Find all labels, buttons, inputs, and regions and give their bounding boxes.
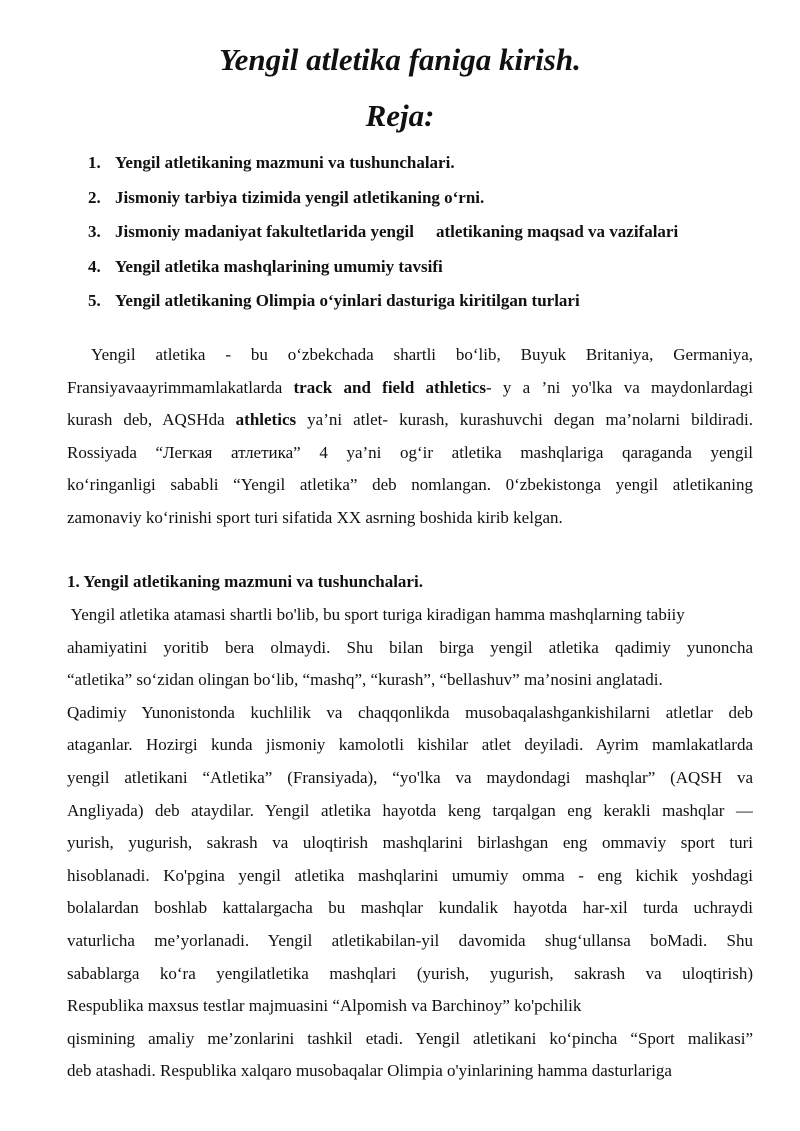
paragraph-line: Respublika maxsus testlar majmuasini “Alpomish va Barchinoy” ko'pchilik (67, 996, 582, 1016)
paragraph-line: Fransiyavaayrimmamlakatlarda track and field athletics- y a ’ni yo'lka va maydonlardagi (67, 377, 753, 397)
paragraph-line: Qadimiy Yunonistonda kuchlilik va chaqqonlikda musobaqalashgankishilarni atletlar deb (67, 702, 753, 722)
plan-item: 2. Jismoniy tarbiya tizimida yengil atletikaning o‘rni. (88, 187, 485, 207)
paragraph-line: ataganlar. Hozirgi kunda jismoniy kamolotli kishilar atlet deyiladi. Ayrim mamlakatlarda (67, 735, 753, 755)
paragraph-line: qismining amaliy me’zonlarini tashkil etadi. Yengil atletikani ko‘pincha “Sport malikasi” (67, 1028, 753, 1048)
plan-item: 4. Yengil atletika mashqlarining umumiy tavsifi (88, 256, 443, 276)
paragraph-line: zamonaviy ko‘rinishi sport turi sifatida XX asrning boshida kirib kelgan. (67, 507, 563, 527)
document-title: Yengil atletika faniga kirish. (219, 42, 581, 77)
section-paragraph (67, 599, 753, 1088)
paragraph-line: Rossiyada “Легкая атлетика” 4 ya’ni og‘ir atletika mashqlariga qaraganda yengil (67, 442, 753, 462)
paragraph-line: yengil atletikani “Atletika” (Fransiyada), “yo'lka va maydondagi mashqlar” (AQSH va (67, 767, 753, 787)
plan-list (88, 146, 768, 319)
paragraph-line: kurash deb, AQSHda athletics ya’ni atlet- kurash, kurashuvchi degan ma’nolarni bildiradi. (67, 410, 753, 430)
paragraph-line: Yengil atletika - bu o‘zbekchada shartli bo‘lib, Buyuk Britaniya, Germaniya, (91, 345, 753, 364)
paragraph-line: “atletika” so‘zidan olingan bo‘lib, “mashq”, “kurash”, “bellashuv” ma’nosini anglatadi. (67, 670, 663, 690)
bold-term: athletics (235, 410, 297, 430)
paragraph-line: ahamiyatini yoritib bera olmaydi. Shu bilan birga yengil atletika qadimiy yunoncha (67, 637, 753, 657)
plan-item: 1. Yengil atletikaning mazmuni va tushunchalari. (88, 153, 455, 172)
paragraph-line: hisoblanadi. Ko'pgina yengil atletika mashqlarini umumiy omma - eng kichik yoshdagi (67, 865, 753, 885)
paragraph-line: yurish, yugurish, sakrash va uloqtirish mashqlarini birlashgan eng ommaviy sport turi (67, 833, 753, 853)
bold-term: track and field athletics (293, 377, 486, 397)
intro-paragraph (67, 339, 753, 535)
paragraph-line: ko‘ringanligi sababli “Yengil atletika” deb nomlangan. 0‘zbekistonga yengil atletikaning (67, 475, 753, 495)
paragraph-line: Angliyada) deb ataydilar. Yengil atletika hayotda keng tarqalgan eng kerakli mashqlar — (67, 800, 753, 820)
plan-heading: Reja: (365, 98, 435, 133)
plan-item: 5. Yengil atletikaning Olimpia o‘yinlari dasturiga kiritilgan turlari (88, 291, 580, 310)
paragraph-line: vaturlicha me’yorlanadi. Yengil atletikabilan-yil davomida shug‘ullansa boMadi. Shu (67, 930, 753, 950)
paragraph-line: Yengil atletika atamasi shartli bo'lib, bu sport turiga kiradigan hamma mashqlarning tabiiy (67, 605, 685, 624)
paragraph-line: sabablarga ko‘ra yengilatletika mashqlari (yurish, yugurish, sakrash va uloqtirish) (67, 963, 753, 983)
plan-item: 3. Jismoniy madaniyat fakultetlarida yengil atletikaning maqsad va vazifalari (88, 222, 679, 241)
section-heading: 1. Yengil atletikaning mazmuni va tushunchalari. (67, 572, 423, 591)
paragraph-line: bolalardan boshlab kattalargacha bu mashqlar kundalik hayotda har-xil turda uchraydi (67, 898, 753, 918)
paragraph-line: deb atashadi. Respublika xalqaro musobaqalar Olimpia o'yinlarining hamma dasturlariga (67, 1061, 672, 1081)
